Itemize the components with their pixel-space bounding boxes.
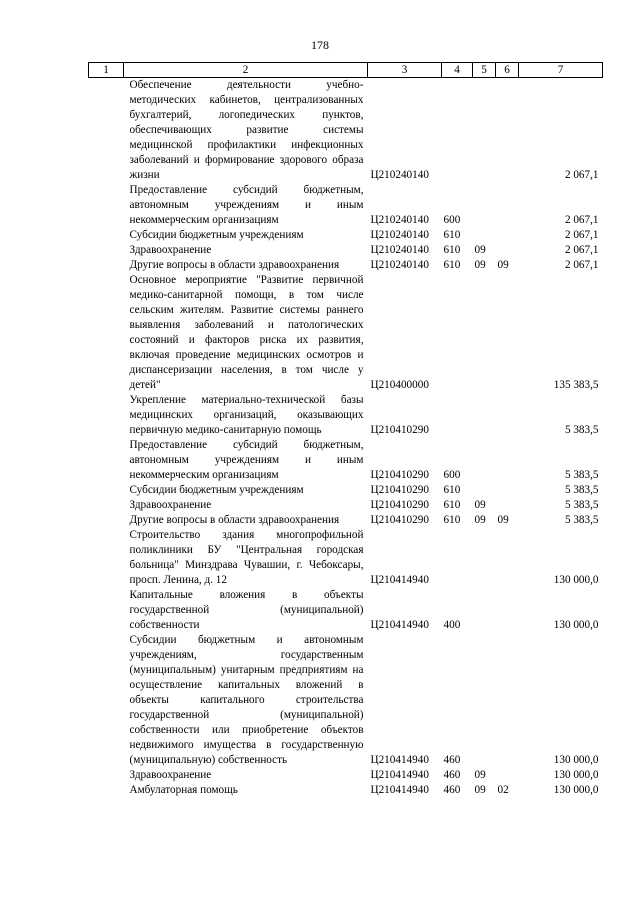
table-row — [89, 513, 603, 528]
table-row — [89, 588, 603, 633]
row-expense-type: 600 — [443, 214, 461, 226]
row-amount: 130 000,0 — [553, 769, 599, 781]
row-amount: 130 000,0 — [553, 619, 599, 631]
row-code: Ц210240140 — [370, 259, 429, 271]
row-code: Ц210240140 — [370, 244, 429, 256]
row-subsection — [496, 498, 519, 513]
row-subsection: 02 — [497, 784, 509, 796]
row-code: Ц210414940 — [370, 574, 429, 586]
row-code: Ц210410290 — [370, 499, 429, 511]
row-subsection — [496, 588, 519, 633]
row-section — [473, 183, 496, 228]
row-subsection — [496, 273, 519, 393]
row-subsection — [496, 528, 519, 588]
row-name: Субсидии бюджетным учреждениям — [129, 229, 304, 241]
row-name: Другие вопросы в области здравоохранения — [129, 259, 340, 271]
row-section — [473, 393, 496, 438]
row-section — [473, 588, 496, 633]
row-section — [473, 228, 496, 243]
row-amount: 130 000,0 — [553, 574, 599, 586]
row-code: Ц210410290 — [370, 469, 429, 481]
table-row — [89, 768, 603, 783]
row-expense-type: 610 — [443, 259, 461, 271]
table-row — [89, 498, 603, 513]
table-header — [89, 63, 603, 78]
row-amount: 2 067,1 — [564, 169, 599, 181]
row-expense-type: 460 — [443, 754, 461, 766]
row-code: Ц210414940 — [370, 769, 429, 781]
row-number-cell — [89, 588, 124, 633]
row-amount: 5 383,5 — [564, 499, 599, 511]
row-section — [473, 438, 496, 483]
header-row — [89, 63, 603, 78]
row-section: 09 — [474, 259, 486, 271]
row-subsection — [496, 183, 519, 228]
row-name: Амбулаторная помощь — [129, 784, 238, 796]
row-number-cell — [89, 258, 124, 273]
row-expense-type — [442, 393, 473, 438]
row-expense-type: 460 — [443, 769, 461, 781]
table-row — [89, 483, 603, 498]
row-number-cell — [89, 528, 124, 588]
row-subsection — [496, 438, 519, 483]
header-col-1: 1 — [89, 63, 124, 78]
row-subsection — [496, 483, 519, 498]
row-amount: 5 383,5 — [564, 424, 599, 436]
row-number-cell — [89, 393, 124, 438]
row-expense-type: 610 — [443, 499, 461, 511]
row-code: Ц210240140 — [370, 169, 429, 181]
row-code: Ц210414940 — [370, 619, 429, 631]
row-section — [473, 528, 496, 588]
table-row — [89, 258, 603, 273]
header-col-5: 5 — [473, 63, 496, 78]
row-expense-type: 600 — [443, 469, 461, 481]
row-amount: 130 000,0 — [553, 754, 599, 766]
row-expense-type: 460 — [443, 784, 461, 796]
row-subsection — [496, 393, 519, 438]
row-section — [473, 633, 496, 768]
row-code: Ц210410290 — [370, 484, 429, 496]
table-row — [89, 438, 603, 483]
row-name: Другие вопросы в области здравоохранения — [129, 514, 340, 526]
row-name: Здравоохранение — [129, 499, 212, 511]
row-amount: 130 000,0 — [553, 784, 599, 796]
row-number-cell — [89, 633, 124, 768]
row-code: Ц210240140 — [370, 229, 429, 241]
table-row — [89, 393, 603, 438]
header-col-7: 7 — [519, 63, 603, 78]
row-number-cell — [89, 783, 124, 798]
row-expense-type — [442, 528, 473, 588]
table-row — [89, 273, 603, 393]
header-col-4: 4 — [442, 63, 473, 78]
row-name: Строительство здания многопрофильной поликлиники БУ "Центральная городская больница" Минздрава Чувашии, г. Чебоксары, просп. Ленина, д. 12 — [129, 529, 364, 586]
row-section: 09 — [474, 784, 486, 796]
row-number-cell — [89, 228, 124, 243]
row-expense-type: 610 — [443, 484, 461, 496]
row-name: Капитальные вложения в объекты государственной (муниципальной) собственности — [129, 589, 364, 631]
row-amount: 5 383,5 — [564, 484, 599, 496]
row-expense-type: 400 — [443, 619, 461, 631]
table-row — [89, 228, 603, 243]
row-amount: 5 383,5 — [564, 469, 599, 481]
row-section — [473, 78, 496, 184]
row-section: 09 — [474, 769, 486, 781]
row-name: Субсидии бюджетным учреждениям — [129, 484, 304, 496]
row-number-cell — [89, 273, 124, 393]
table-row — [89, 633, 603, 768]
row-section — [473, 483, 496, 498]
header-col-3: 3 — [368, 63, 442, 78]
row-code: Ц210414940 — [370, 784, 429, 796]
row-name: Предоставление субсидий бюджетным, автономным учреждениям и иным некоммерческим организациям — [129, 184, 364, 226]
budget-table — [88, 62, 603, 798]
row-subsection — [496, 228, 519, 243]
row-subsection — [496, 768, 519, 783]
row-code: Ц210410290 — [370, 514, 429, 526]
row-subsection: 09 — [497, 259, 509, 271]
header-col-6: 6 — [496, 63, 519, 78]
row-subsection — [496, 243, 519, 258]
row-code: Ц210410290 — [370, 424, 429, 436]
row-name: Здравоохранение — [129, 244, 212, 256]
page-number: 178 — [311, 38, 329, 52]
row-amount: 135 383,5 — [553, 379, 599, 391]
row-number-cell — [89, 768, 124, 783]
row-subsection — [496, 78, 519, 184]
row-name: Субсидии бюджетным и автономным учреждениям, государственным (муниципальным) унитарным предприятиям на осуществление капитальных вложений в объекты капитального строительства государственной (муниципальной) собственности или приобретение объектов недвижимого имущества в государственную (муниципальную) собственность — [129, 634, 364, 766]
row-expense-type — [442, 78, 473, 184]
row-section: 09 — [474, 499, 486, 511]
row-name: Укрепление материально-технической базы медицинских организаций, оказывающих первичную медико-санитарную помощь — [129, 394, 364, 436]
row-expense-type: 610 — [443, 514, 461, 526]
row-expense-type: 610 — [443, 229, 461, 241]
row-expense-type — [442, 273, 473, 393]
row-name: Основное мероприятие "Развитие первичной медико-санитарной помощи, в том числе сельским жителям. Развитие системы раннего выявления заболеваний и патологических состояний и факторов риска их развития, включая проведение медицинских осмотров и диспансеризации населения, в том числе у детей" — [129, 274, 364, 391]
table-row — [89, 783, 603, 798]
row-amount: 2 067,1 — [564, 259, 599, 271]
row-section: 09 — [474, 514, 486, 526]
row-number-cell — [89, 513, 124, 528]
row-name: Здравоохранение — [129, 769, 212, 781]
row-number-cell — [89, 243, 124, 258]
row-number-cell — [89, 498, 124, 513]
row-section: 09 — [474, 244, 486, 256]
row-expense-type: 610 — [443, 244, 461, 256]
row-amount: 2 067,1 — [564, 214, 599, 226]
row-name: Предоставление субсидий бюджетным, автономным учреждениям и иным некоммерческим организациям — [129, 439, 364, 481]
row-amount: 2 067,1 — [564, 229, 599, 241]
row-code: Ц210240140 — [370, 214, 429, 226]
table-row — [89, 528, 603, 588]
row-code: Ц210414940 — [370, 754, 429, 766]
row-name: Обеспечение деятельности учебно-методических кабинетов, централизованных бухгалтерий, логопедических пунктов, обеспечивающих развитие системы медицинской профилактики инфекционных заболеваний и формирование здорового образа жизни — [129, 79, 364, 181]
row-number-cell — [89, 183, 124, 228]
row-section — [473, 273, 496, 393]
row-number-cell — [89, 78, 124, 184]
row-number-cell — [89, 483, 124, 498]
row-number-cell — [89, 438, 124, 483]
row-subsection — [496, 633, 519, 768]
table-row — [89, 78, 603, 184]
table-row — [89, 243, 603, 258]
row-code: Ц210400000 — [370, 379, 429, 391]
row-amount: 5 383,5 — [564, 514, 599, 526]
row-subsection: 09 — [497, 514, 509, 526]
row-amount: 2 067,1 — [564, 244, 599, 256]
header-col-2: 2 — [124, 63, 368, 78]
table-body — [89, 78, 603, 799]
table-row — [89, 183, 603, 228]
